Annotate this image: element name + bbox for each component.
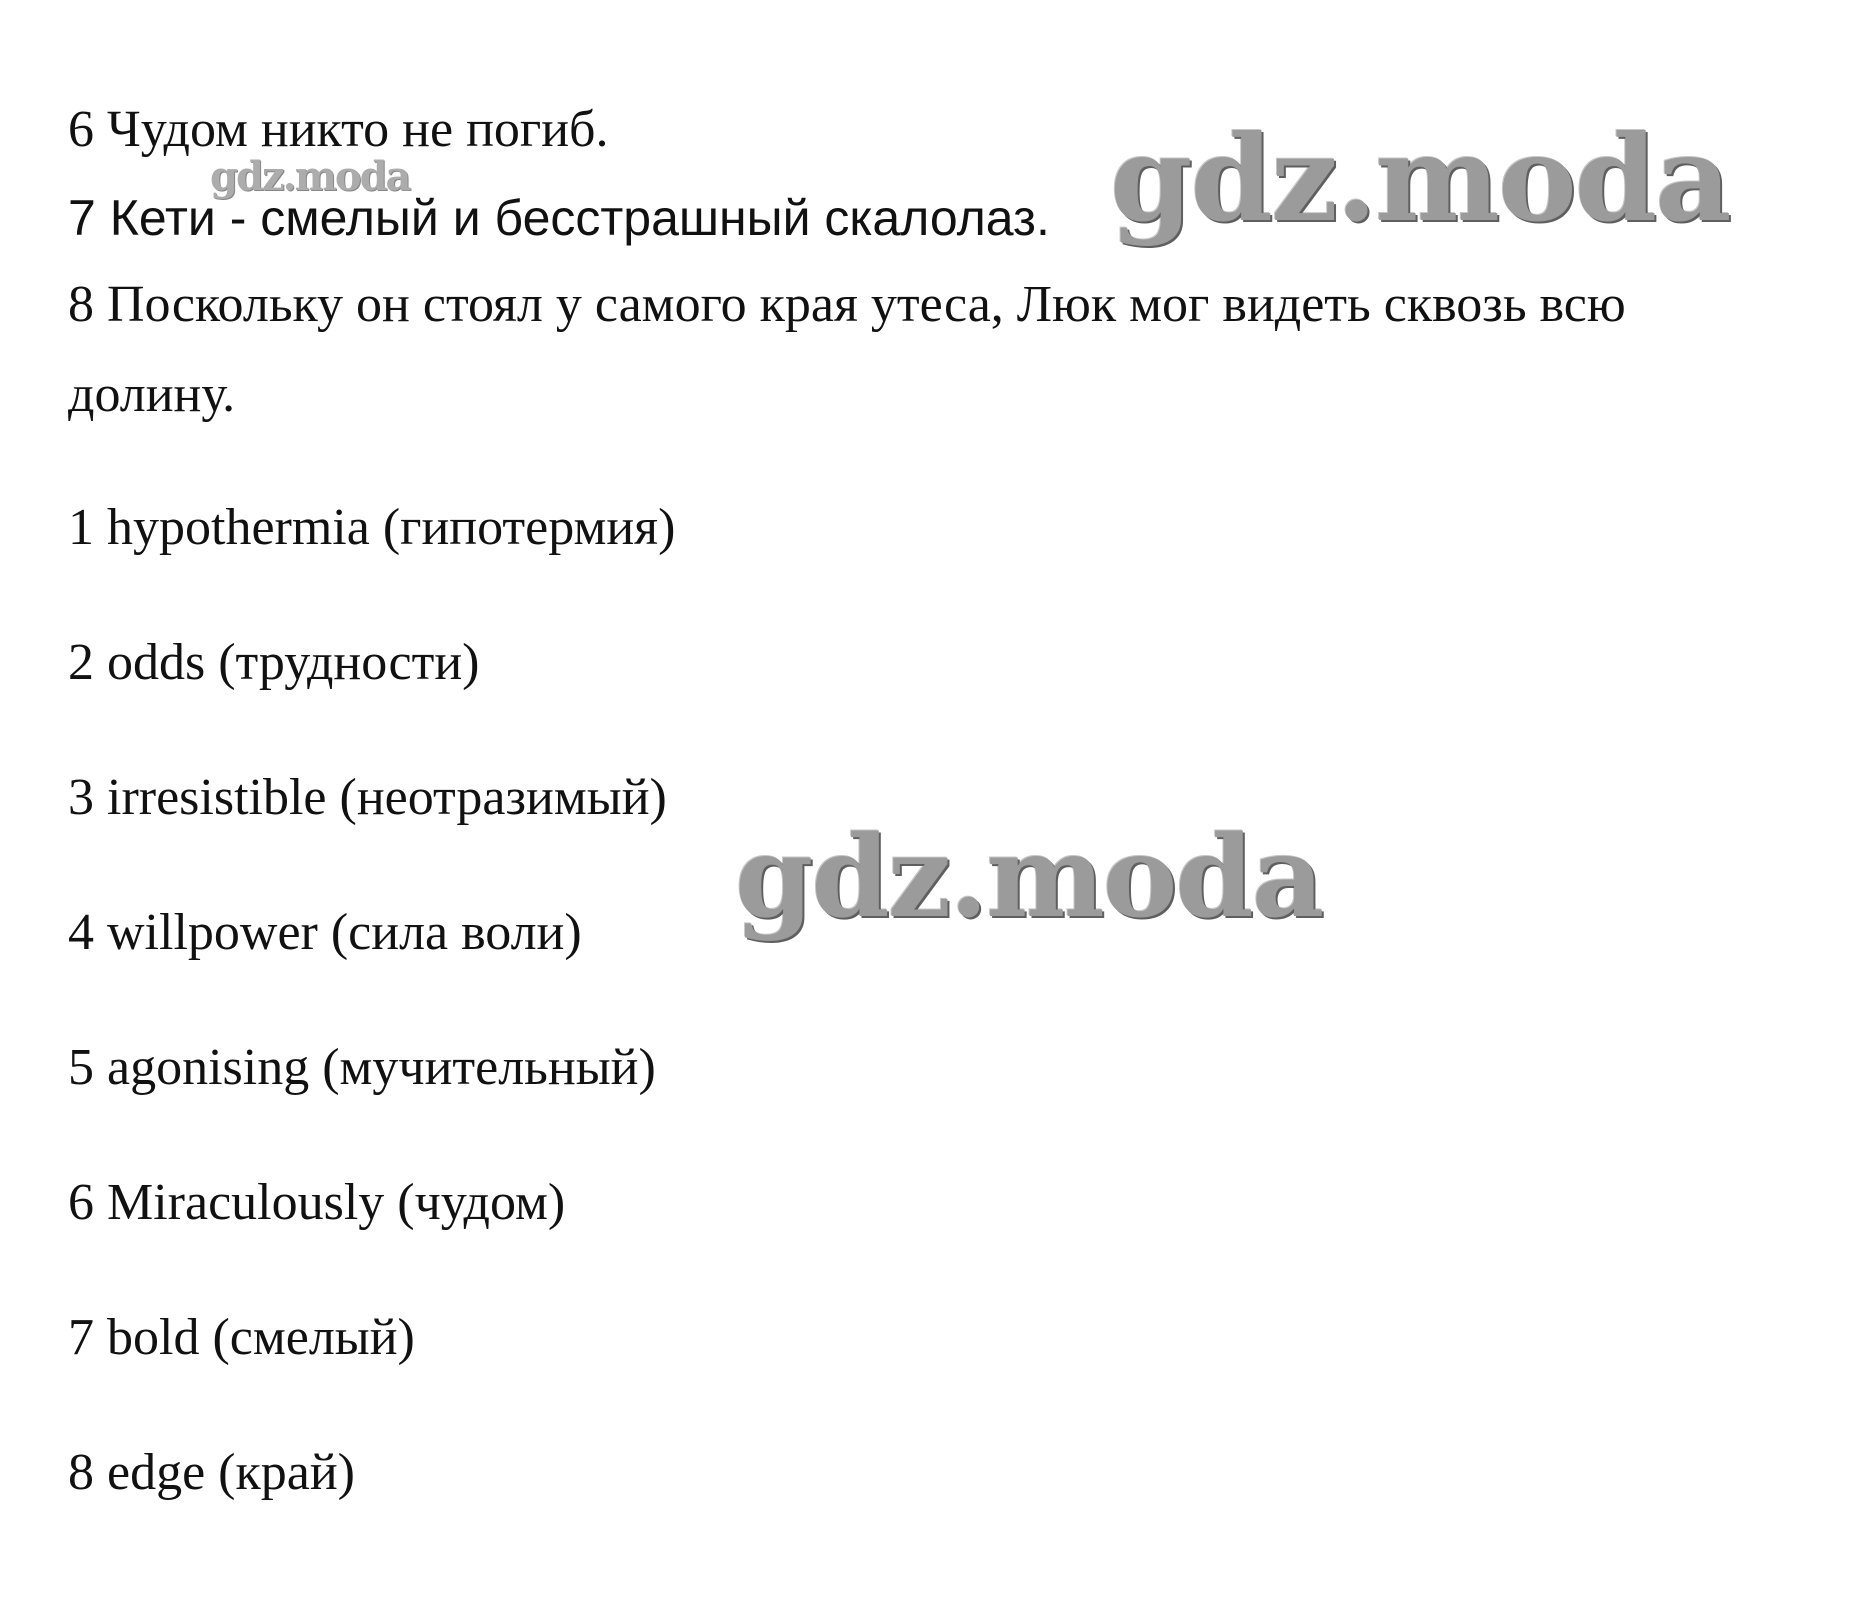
answer-item-1: 1 hypothermia (гипотермия) [68,499,676,556]
answer-item-5: 5 agonising (мучительный) [68,1039,656,1096]
translation-line-6: 6 Чудом никто не погиб. [68,101,609,158]
answer-item-6: 6 Miraculously (чудом) [68,1174,566,1231]
answer-item-8: 8 edge (край) [68,1444,355,1501]
watermark-large-top: gdz.moda [1110,109,1730,248]
answer-item-4: 4 willpower (сила воли) [68,904,582,961]
answer-item-2: 2 odds (трудности) [68,634,480,691]
translation-line-8-continued: долину. [68,366,236,423]
answer-item-3: 3 irresistible (неотразимый) [68,769,667,826]
watermark-small: gdz.moda [210,153,410,200]
translation-line-8: 8 Поскольку он стоял у самого края утеса, Люк мог видеть сквозь всю [68,276,1626,333]
translation-line-7: 7 Кети - смелый и бесстрашный скалолаз. [68,190,1050,246]
answer-item-7: 7 bold (смелый) [68,1309,415,1366]
watermark-large-middle: gdz.moda [735,812,1323,943]
